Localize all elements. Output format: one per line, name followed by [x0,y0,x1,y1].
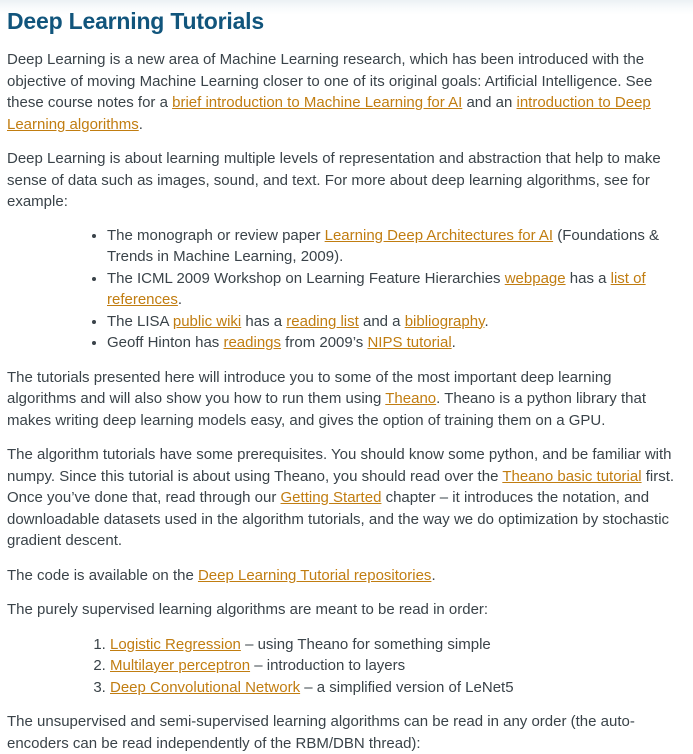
text-run: . [431,566,436,584]
inline-link[interactable]: Deep Learning Tutorial repositories [197,566,432,584]
text-run: . [484,312,489,330]
content [7,49,684,754]
list-item [107,332,684,354]
text-run: has a [241,312,287,330]
paragraph [7,49,684,135]
text-run: The purely supervised learning algorithms are meant to be read in order: [7,601,489,618]
text-run: The code is available on the [7,566,198,584]
inline-link[interactable]: brief introduction to Machine Learning for AI [172,94,463,111]
list-item [107,225,684,268]
inline-link[interactable]: Learning Deep Architectures for AI [324,226,554,244]
numbered-list [7,634,684,699]
text-run: The monograph or review paper [107,226,325,244]
text-run: – introduction to layers [250,657,406,674]
list-item [110,655,684,677]
paragraph [7,599,684,621]
paragraph [7,148,684,213]
list-item [107,268,684,311]
text-run: and a [358,312,405,330]
inline-link[interactable]: public wiki [172,312,242,330]
text-run: Deep Learning is a new area of Machine Learning research, which has been introduced with the objective of moving Machine Learning closer to one of its original goals: Artificial Intelligence. See these course notes for a [7,51,653,111]
inline-link[interactable]: readings [223,334,282,351]
inline-link[interactable]: webpage [504,269,566,287]
text-run: The ICML 2009 Workshop on Learning Feature Hierarchies [107,269,505,287]
inline-link[interactable]: reading list [286,312,359,330]
text-run: has a [565,269,611,287]
text-run: . [138,115,143,133]
inline-link[interactable]: Theano basic tutorial [502,467,642,485]
text-run: . [177,291,183,308]
list-item [107,311,684,333]
inline-link[interactable]: introduction to Deep Learning algorithms [7,94,651,133]
text-run: The algorithm tutorials have some prerequisites. You should know some python, and be familiar with numpy. Since this tutorial is about using Theano, you should read over the [7,446,672,485]
text-run: . Theano is a python library that makes writing deep learning models easy, and gives the option of training them on a GPU. [7,390,646,429]
inline-link[interactable]: Deep Convolutional Network [110,678,301,696]
text-run: first. Once you’ve done that, read through our [7,467,675,506]
inline-link[interactable]: Logistic Regression [110,635,241,653]
page-title: Deep Learning Tutorials [7,8,264,34]
text-run: – a simplified version of LeNet5 [300,678,514,696]
text-run: . [451,334,456,351]
text-run: (Foundations & Trends in Machine Learning, 2009). [107,226,659,265]
inline-link[interactable]: NIPS tutorial [367,334,452,351]
paragraph [7,565,684,587]
text-run: The LISA [107,312,173,330]
text-run: Deep Learning is about learning multiple levels of representation and abstraction that help to make sense of data such as images, sound, and text. For more about deep learning algorithms, see for example: [7,150,661,210]
inline-link[interactable]: Getting Started [280,489,382,506]
text-run: The tutorials presented here will introduce you to some of the most important deep learning algorithms and will also show you how to run them using [7,368,612,407]
paragraph [7,367,684,432]
inline-link[interactable]: Theano [385,390,437,407]
list-item [110,634,684,656]
inline-link[interactable]: Multilayer perceptron [110,657,251,674]
list-item [110,677,684,699]
paragraph [7,711,684,754]
paragraph [7,444,684,552]
text-run: – using Theano for something simple [240,635,491,653]
text-run: chapter – it introduces the notation, and downloadable datasets used in the algorithm tutorials, and the way we do optimization by stochastic gradient descent. [7,489,670,549]
text-run: The unsupervised and semi-supervised learning algorithms can be read in any order (the auto-encoders can be read independently of the RBM/DBN thread): [7,713,635,752]
inline-link[interactable]: list of references [107,269,646,308]
inline-link[interactable]: bibliography [404,312,485,330]
text-run: and an [462,94,517,111]
bullet-list [7,225,684,354]
text-run: from 2009’s [281,334,368,351]
text-run: Geoff Hinton has [107,334,224,351]
